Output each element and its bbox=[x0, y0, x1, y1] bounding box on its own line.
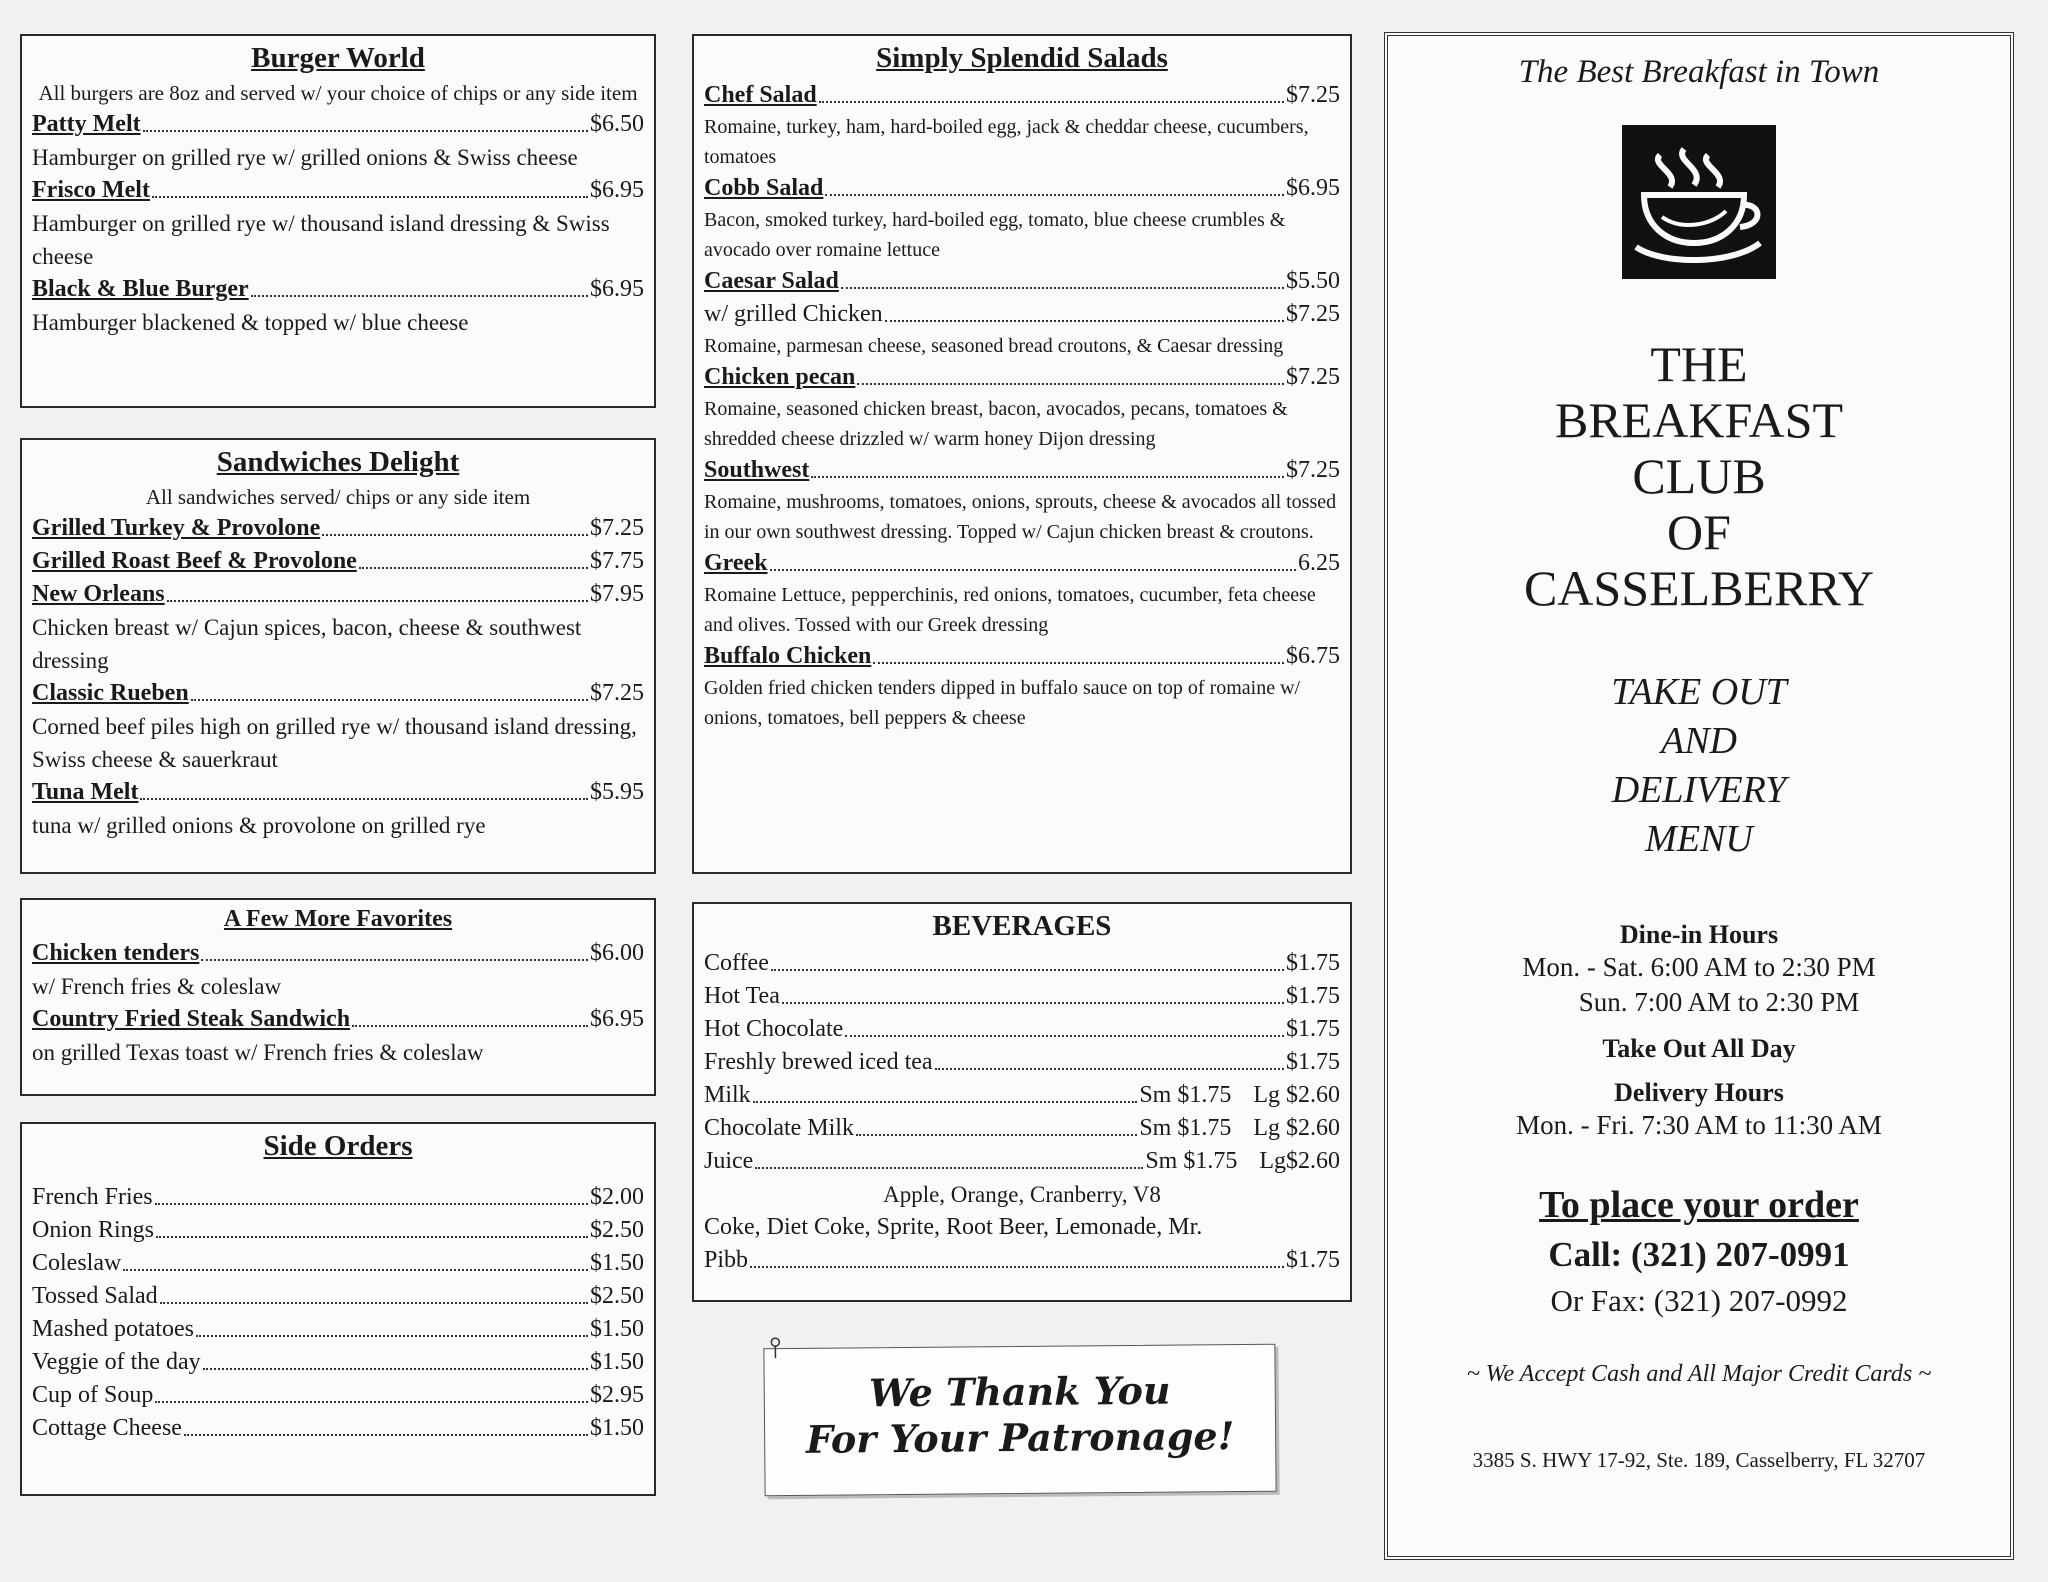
menu-item-row bbox=[704, 454, 1340, 487]
item-description: Romaine Lettuce, pepperchinis, red onions, tomatoes, cucumber, feta cheese and olives. Tossed with our Greek dressing bbox=[704, 584, 1316, 636]
item-price: $6.95 bbox=[590, 1006, 644, 1032]
item-price: $7.95 bbox=[590, 581, 644, 607]
item-name: Mashed potatoes bbox=[32, 1316, 194, 1342]
beverage-item-list bbox=[704, 947, 1340, 1178]
restaurant-name bbox=[1388, 336, 2010, 616]
leader-dots bbox=[873, 662, 1284, 664]
item-name: Cup of Soup bbox=[32, 1382, 154, 1408]
beverage-price-large: Lg $2.60 bbox=[1253, 1082, 1340, 1108]
beverage-price-small: Sm $1.75 bbox=[1145, 1148, 1238, 1174]
item-name: New Orleans bbox=[32, 581, 165, 607]
item-description: Bacon, smoked turkey, hard-boiled egg, tomato, blue cheese crumbles & avocado over romaine lettuce bbox=[704, 209, 1286, 261]
side-item-row bbox=[32, 1214, 644, 1247]
side-item-list bbox=[32, 1181, 644, 1445]
item-name: Coleslaw bbox=[32, 1250, 122, 1276]
leader-dots bbox=[856, 1134, 1137, 1136]
item-price: $2.95 bbox=[590, 1382, 644, 1408]
side-item-row bbox=[32, 1181, 644, 1214]
menu-item-row bbox=[704, 265, 1340, 298]
beverage-row-pibb bbox=[704, 1244, 1340, 1277]
menu-item-row bbox=[32, 1003, 644, 1036]
leader-dots bbox=[841, 287, 1284, 289]
beverage-name: Coffee bbox=[704, 950, 769, 976]
take-out-hours: Take Out All Day bbox=[1602, 1034, 1796, 1063]
restaurant-name-line: CLUB bbox=[1632, 448, 1766, 504]
item-name: Chef Salad bbox=[704, 82, 817, 108]
item-name: Greek bbox=[704, 550, 768, 576]
item-description: tuna w/ grilled onions & provolone on grilled rye bbox=[32, 813, 486, 838]
leader-dots bbox=[885, 320, 1284, 322]
sandwiches-note: All sandwiches served/ chips or any side item bbox=[145, 485, 531, 509]
item-description: Chicken breast w/ Cajun spices, bacon, cheese & southwest dressing bbox=[32, 615, 582, 673]
restaurant-name-line: OF bbox=[1667, 504, 1731, 560]
pushpin-icon bbox=[770, 1337, 780, 1359]
item-name: Chicken tenders bbox=[32, 940, 200, 966]
dine-in-hours-sunday: Sun. 7:00 AM to 2:30 PM bbox=[1578, 987, 1860, 1017]
side-orders-title: Side Orders bbox=[263, 1130, 413, 1162]
item-price: $2.50 bbox=[590, 1217, 644, 1243]
restaurant-name-line: THE bbox=[1650, 336, 1748, 392]
beverage-row bbox=[704, 1079, 1340, 1112]
sandwiches-section bbox=[20, 438, 656, 874]
restaurant-info-panel bbox=[1384, 32, 2014, 1560]
beverage-name: Milk bbox=[704, 1082, 751, 1108]
item-price: $6.95 bbox=[590, 276, 644, 302]
leader-dots bbox=[201, 959, 588, 961]
salads-title: Simply Splendid Salads bbox=[876, 42, 1168, 74]
menu-item-row bbox=[704, 298, 1340, 331]
leader-dots bbox=[196, 1335, 588, 1337]
item-name: Black & Blue Burger bbox=[32, 276, 249, 302]
menu-type-line: MENU bbox=[1645, 818, 1753, 860]
leader-dots bbox=[184, 1434, 588, 1436]
menu-type-line: TAKE OUT bbox=[1611, 671, 1787, 713]
item-description: Hamburger on grilled rye w/ thousand island dressing & Swiss cheese bbox=[32, 211, 610, 269]
item-price: $6.95 bbox=[590, 177, 644, 203]
item-price: $5.95 bbox=[590, 779, 644, 805]
menu-item-row bbox=[704, 640, 1340, 673]
item-description: w/ French fries & coleslaw bbox=[32, 974, 282, 999]
menu-item-row bbox=[704, 172, 1340, 205]
item-price: $1.50 bbox=[590, 1316, 644, 1342]
sandwiches-title: Sandwiches Delight bbox=[216, 446, 460, 478]
beverage-price: $1.75 bbox=[1286, 983, 1340, 1009]
item-description: Romaine, mushrooms, tomatoes, onions, sprouts, cheese & avocados all tossed in our own southwest dressing. Topped w/ Cajun chicken breast & croutons. bbox=[704, 491, 1337, 543]
item-description: Golden fried chicken tenders dipped in buffalo sauce on top of romaine w/ onions, tomatoes, bell peppers & cheese bbox=[704, 677, 1301, 729]
beverage-price-small: Sm $1.75 bbox=[1139, 1115, 1232, 1141]
item-price: $6.95 bbox=[1286, 175, 1340, 201]
menu-item-row bbox=[704, 361, 1340, 394]
beverage-row bbox=[704, 1013, 1340, 1046]
item-name: Tuna Melt bbox=[32, 779, 139, 805]
dine-in-hours-title: Dine-in Hours bbox=[1619, 920, 1779, 949]
beverage-row bbox=[704, 1046, 1340, 1079]
menu-item-row bbox=[704, 547, 1340, 580]
beverages-title: BEVERAGES bbox=[932, 910, 1112, 942]
item-name: Country Fried Steak Sandwich bbox=[32, 1006, 351, 1032]
item-description: Hamburger on grilled rye w/ grilled onions & Swiss cheese bbox=[32, 145, 578, 170]
menu-item-row bbox=[32, 545, 644, 578]
item-name: Patty Melt bbox=[32, 111, 141, 137]
favorites-title: A Few More Favorites bbox=[223, 906, 453, 932]
burger-item-list bbox=[32, 108, 644, 339]
item-price: $1.50 bbox=[590, 1415, 644, 1441]
item-price: $1.50 bbox=[590, 1349, 644, 1375]
leader-dots bbox=[352, 1025, 588, 1027]
leader-dots bbox=[755, 1167, 1143, 1169]
beverage-price-small: Sm $1.75 bbox=[1139, 1082, 1232, 1108]
leader-dots bbox=[771, 969, 1284, 971]
item-name: Onion Rings bbox=[32, 1217, 155, 1243]
item-description: Romaine, turkey, ham, hard-boiled egg, jack & cheddar cheese, cucumbers, tomatoes bbox=[704, 116, 1309, 168]
side-item-row bbox=[32, 1412, 644, 1445]
beverage-name: Freshly brewed iced tea bbox=[704, 1049, 933, 1075]
item-name: Caesar Salad bbox=[704, 268, 839, 294]
leader-dots bbox=[359, 567, 588, 569]
item-price: $7.75 bbox=[590, 548, 644, 574]
menu-item-row bbox=[704, 79, 1340, 112]
menu-type bbox=[1388, 668, 2010, 864]
leader-dots bbox=[143, 130, 588, 132]
item-name: Cobb Salad bbox=[704, 175, 824, 201]
menu-item-row bbox=[32, 578, 644, 611]
burger-note: All burgers are 8oz and served w/ your choice of chips or any side item bbox=[38, 81, 638, 105]
delivery-hours-title: Delivery Hours bbox=[1614, 1078, 1784, 1107]
restaurant-name-line: BREAKFAST bbox=[1554, 392, 1843, 448]
item-price: $7.25 bbox=[1286, 82, 1340, 108]
beverages-section bbox=[692, 902, 1352, 1302]
order-title: To place your order bbox=[1539, 1184, 1859, 1226]
leader-dots bbox=[770, 569, 1296, 571]
item-name: Frisco Melt bbox=[32, 177, 150, 203]
beverage-row bbox=[704, 1145, 1340, 1178]
favorites-section bbox=[20, 898, 656, 1096]
leader-dots bbox=[167, 600, 588, 602]
leader-dots bbox=[251, 295, 588, 297]
sandwich-item-list bbox=[32, 512, 644, 842]
fax-number: Or Fax: (321) 207-0992 bbox=[1550, 1283, 1848, 1318]
burger-world-title: Burger World bbox=[251, 42, 425, 74]
dine-in-hours-weekday: Mon. - Sat. 6:00 AM to 2:30 PM bbox=[1522, 952, 1876, 982]
item-price: $7.25 bbox=[1286, 301, 1340, 327]
item-price: $1.50 bbox=[590, 1250, 644, 1276]
item-description: on grilled Texas toast w/ French fries & coleslaw bbox=[32, 1040, 484, 1065]
item-description: Romaine, parmesan cheese, seasoned bread croutons, & Caesar dressing bbox=[704, 335, 1284, 357]
side-item-row bbox=[32, 1346, 644, 1379]
soda-list: Coke, Diet Coke, Sprite, Root Beer, Lemonade, Mr. bbox=[704, 1214, 1203, 1240]
item-price: $7.25 bbox=[1286, 364, 1340, 390]
beverage-row bbox=[704, 1112, 1340, 1145]
beverage-row bbox=[704, 947, 1340, 980]
item-price: $7.25 bbox=[1286, 457, 1340, 483]
item-name: Grilled Roast Beef & Provolone bbox=[32, 548, 357, 574]
tagline: The Best Breakfast in Town bbox=[1518, 54, 1880, 90]
beverage-price: $1.75 bbox=[1286, 950, 1340, 976]
item-description: Hamburger blackened & topped w/ blue cheese bbox=[32, 310, 469, 335]
item-price: $7.25 bbox=[590, 515, 644, 541]
delivery-hours: Mon. - Fri. 7:30 AM to 11:30 AM bbox=[1516, 1110, 1882, 1140]
salads-section bbox=[692, 34, 1352, 874]
burger-world-section bbox=[20, 34, 656, 408]
item-price: $6.50 bbox=[590, 111, 644, 137]
menu-type-line: AND bbox=[1661, 720, 1737, 762]
leader-dots bbox=[123, 1269, 588, 1271]
item-price: $6.00 bbox=[590, 940, 644, 966]
leader-dots bbox=[819, 101, 1284, 103]
item-name: Buffalo Chicken bbox=[704, 643, 872, 669]
side-orders-section bbox=[20, 1122, 656, 1496]
beverage-price-large: Lg$2.60 bbox=[1259, 1148, 1340, 1174]
item-price: $2.00 bbox=[590, 1184, 644, 1210]
beverage-price: $1.75 bbox=[1286, 1247, 1340, 1273]
leader-dots bbox=[191, 699, 588, 701]
beverage-price: $1.75 bbox=[1286, 1016, 1340, 1042]
beverage-row bbox=[704, 980, 1340, 1013]
menu-type-line: DELIVERY bbox=[1611, 769, 1787, 811]
leader-dots bbox=[935, 1068, 1284, 1070]
item-price: $2.50 bbox=[590, 1283, 644, 1309]
side-item-row bbox=[32, 1379, 644, 1412]
item-description: Corned beef piles high on grilled rye w/ thousand island dressing, Swiss cheese & sauerkraut bbox=[32, 714, 637, 772]
item-name: Tossed Salad bbox=[32, 1283, 158, 1309]
menu-item-row bbox=[32, 512, 644, 545]
leader-dots bbox=[857, 383, 1284, 385]
address: 3385 S. HWY 17-92, Ste. 189, Casselberry, FL 32707 bbox=[1472, 1448, 1926, 1472]
item-name: w/ grilled Chicken bbox=[704, 301, 883, 327]
side-item-row bbox=[32, 1280, 644, 1313]
item-name: Southwest bbox=[704, 457, 810, 483]
menu-item-row bbox=[32, 273, 644, 306]
leader-dots bbox=[811, 476, 1284, 478]
beverage-name: Pibb bbox=[704, 1247, 749, 1273]
favorites-item-list bbox=[32, 937, 644, 1069]
menu-item-row bbox=[32, 937, 644, 970]
item-name: Classic Rueben bbox=[32, 680, 189, 706]
menu-item-row bbox=[32, 108, 644, 141]
item-name: Grilled Turkey & Provolone bbox=[32, 515, 321, 541]
leader-dots bbox=[140, 798, 588, 800]
side-item-row bbox=[32, 1247, 644, 1280]
beverage-price: $1.75 bbox=[1286, 1049, 1340, 1075]
leader-dots bbox=[156, 1236, 588, 1238]
leader-dots bbox=[152, 196, 588, 198]
thank-you-line-2: For Your Patronage! bbox=[805, 1413, 1235, 1462]
beverage-price-large: Lg $2.60 bbox=[1253, 1115, 1340, 1141]
payment-note: ~ We Accept Cash and All Major Credit Cards ~ bbox=[1466, 1361, 1932, 1387]
leader-dots bbox=[845, 1035, 1284, 1037]
menu-item-row bbox=[32, 776, 644, 809]
item-description: Romaine, seasoned chicken breast, bacon, avocados, pecans, tomatoes & shredded cheese drizzled w/ warm honey Dijon dressing bbox=[704, 398, 1288, 450]
leader-dots bbox=[825, 194, 1284, 196]
beverage-name: Chocolate Milk bbox=[704, 1115, 854, 1141]
beverage-name: Juice bbox=[704, 1148, 754, 1174]
item-name: Cottage Cheese bbox=[32, 1415, 182, 1441]
phone-number[interactable]: Call: (321) 207-0991 bbox=[1548, 1235, 1850, 1274]
leader-dots bbox=[753, 1101, 1138, 1103]
leader-dots bbox=[322, 534, 588, 536]
item-price: $5.50 bbox=[1286, 268, 1340, 294]
beverage-name: Hot Tea bbox=[704, 983, 780, 1009]
item-name: Chicken pecan bbox=[704, 364, 856, 390]
thank-you-note bbox=[763, 1344, 1276, 1496]
leader-dots bbox=[155, 1401, 588, 1403]
leader-dots bbox=[160, 1302, 588, 1304]
item-price: $6.75 bbox=[1286, 643, 1340, 669]
restaurant-name-line: CASSELBERRY bbox=[1523, 560, 1875, 616]
beverage-name: Hot Chocolate bbox=[704, 1016, 844, 1042]
leader-dots bbox=[750, 1266, 1284, 1268]
leader-dots bbox=[155, 1203, 588, 1205]
salad-item-list bbox=[704, 79, 1340, 733]
side-item-row bbox=[32, 1313, 644, 1346]
juice-flavors: Apple, Orange, Cranberry, V8 bbox=[883, 1182, 1161, 1207]
coffee-cup-icon bbox=[1622, 125, 1776, 279]
menu-item-row bbox=[32, 677, 644, 710]
item-price: 6.25 bbox=[1298, 550, 1340, 576]
menu-item-row bbox=[32, 174, 644, 207]
leader-dots bbox=[782, 1002, 1284, 1004]
thank-you-line-1: We Thank You bbox=[868, 1367, 1171, 1416]
item-name: Veggie of the day bbox=[32, 1349, 201, 1375]
leader-dots bbox=[203, 1368, 588, 1370]
item-price: $7.25 bbox=[590, 680, 644, 706]
item-name: French Fries bbox=[32, 1184, 153, 1210]
